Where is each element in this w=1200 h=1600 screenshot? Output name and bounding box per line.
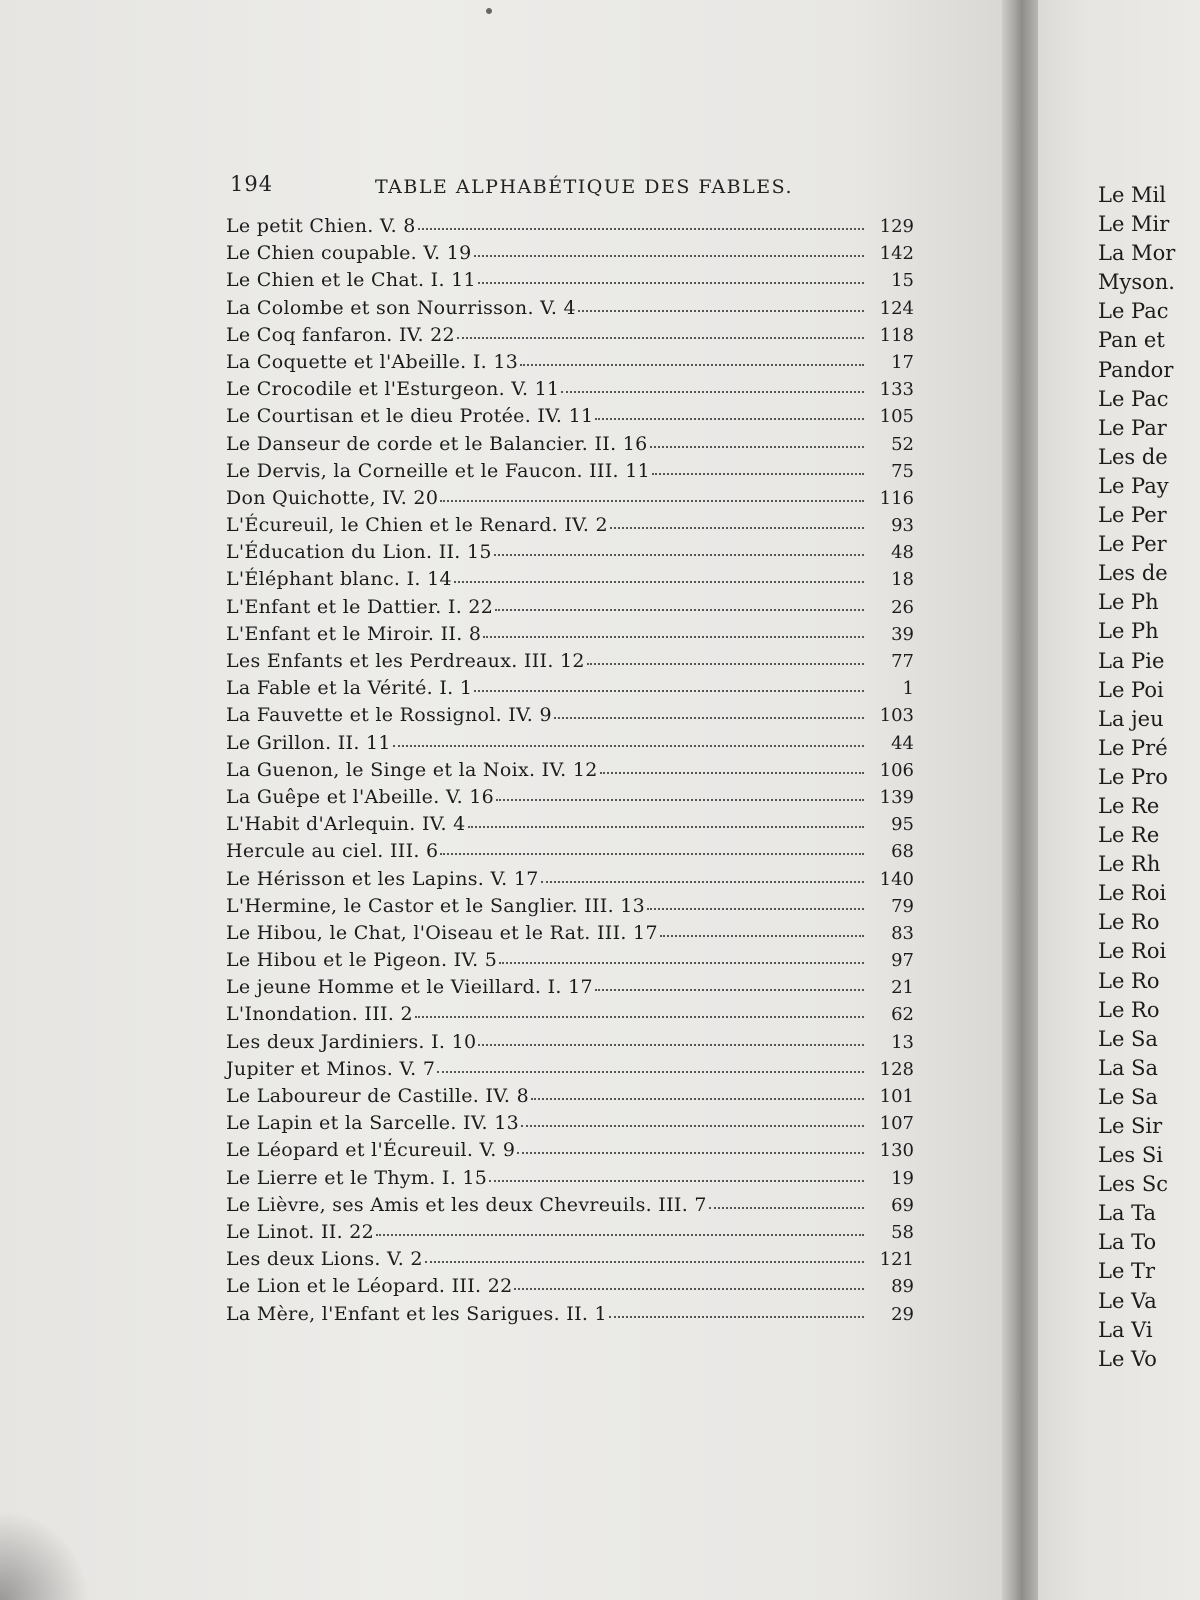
entry-title: Le petit Chien. V. 8 [226,215,416,237]
index-entry [226,786,918,813]
dot-leader [610,526,864,529]
right-page-entry-fragment: Myson. [1098,270,1175,295]
entry-title: L'Inondation. III. 2 [226,1003,413,1026]
entry-title: La Fable et la Vérité. I. 1 [226,677,473,700]
right-page-entry-fragment: Le Par [1098,415,1167,440]
entry-page-number: 101 [879,1086,914,1107]
right-page [1038,0,1200,1600]
entry-page-number: 52 [891,433,914,455]
index-entry [226,405,918,432]
right-page-entry-fragment: Le Sa [1098,1084,1158,1109]
right-page-entry-fragment: Le Re [1098,823,1160,848]
dot-leader [554,716,864,719]
index-entry [226,378,918,405]
index-entry [226,1303,918,1330]
index-entry [226,1031,918,1058]
entry-page-number: 83 [891,922,914,944]
entry-page-number: 1 [902,678,914,700]
book-gutter [1002,0,1038,1600]
index-entry [226,868,918,895]
entry-page-number: 129 [879,216,914,237]
index-entry [226,297,918,324]
right-page-entry-fragment: Le Ro [1098,997,1160,1022]
right-page-entry-fragment: Les de [1098,561,1168,586]
entry-page-number: 133 [879,379,914,401]
right-page-entry-fragment: Le Poi [1098,677,1164,702]
entry-title: L'Éducation du Lion. II. 15 [226,541,492,564]
entry-title: Le Dervis, la Corneille et le Faucon. III. 11 [226,459,651,482]
right-page-entry-fragment: La Vi [1098,1317,1153,1342]
entry-title: Le Lièvre, ses Amis et les deux Chevreuils. III. 7 [226,1193,707,1216]
index-entry [226,976,918,1003]
dot-leader [561,390,864,393]
index-entry [226,269,918,296]
entry-title: Hercule au ciel. III. 6 [226,840,439,863]
right-page-entry-fragment: La Ta [1098,1201,1157,1226]
right-page-entry-fragment: Le Per [1098,532,1167,557]
entry-title: Le Lapin et la Sarcelle. IV. 13 [226,1112,519,1135]
page-header [230,170,920,202]
entry-title: Le Lion et le Léopard. III. 22 [226,1275,513,1298]
right-page-entry-fragment: Le Per [1098,503,1167,528]
index-entry [226,1003,918,1030]
index-entry [226,895,918,922]
entry-page-number: 95 [891,814,914,836]
entry-title: Jupiter et Minos. V. 7 [226,1057,436,1080]
index-entry [226,324,918,351]
dot-leader [440,852,864,855]
index-entry [226,514,918,541]
dot-leader [474,254,865,257]
right-page-entry-fragment: Les Sc [1098,1172,1168,1197]
entry-page-number: 13 [891,1031,914,1053]
entry-title: Le Crocodile et l'Esturgeon. V. 11 [226,378,560,401]
dot-leader [494,553,864,556]
entry-title: L'Habit d'Arlequin. IV. 4 [226,813,466,836]
entry-page-number: 107 [879,1113,914,1135]
right-page-entry-fragment: Le Rh [1098,852,1161,877]
entry-page-number: 17 [891,351,914,373]
entry-title: Le jeune Homme et le Vieillard. I. 17 [226,976,593,999]
entry-page-number: 79 [891,895,914,917]
dot-leader [437,1070,864,1073]
entry-page-number: 140 [879,868,914,890]
entry-page-number: 44 [891,732,914,754]
right-page-entry-fragment: La Pie [1098,648,1165,673]
index-entry [226,1139,918,1166]
index-entry [226,460,918,487]
entry-title: La Fauvette et le Rossignol. IV. 9 [226,704,552,727]
index-entry [226,242,918,269]
entry-page-number: 106 [879,759,914,781]
entry-title: Le Léopard et l'Écureuil. V. 9 [226,1139,516,1162]
dot-leader [517,1151,864,1154]
entry-title: Les Enfants et les Perdreaux. III. 12 [226,650,585,672]
right-page-entry-fragment: Pandor [1098,357,1174,382]
corner-shadow [0,1510,90,1600]
right-page-entry-fragment: Le Tr [1098,1259,1156,1284]
dot-leader [595,988,864,991]
entry-title: Le Linot. II. 22 [226,1220,375,1243]
dot-leader [478,1043,864,1046]
dot-leader [440,499,864,502]
dot-leader [474,689,864,692]
dot-leader [609,1315,864,1318]
running-head: TABLE ALPHABÉTIQUE DES FABLES. [375,176,794,198]
dot-leader [483,635,864,638]
dot-leader [600,771,864,774]
right-page-entry-fragment: Le Ph [1098,619,1159,644]
entry-page-number: 89 [891,1276,914,1298]
entry-page-number: 26 [891,596,914,618]
index-entry [226,840,918,867]
entry-page-number: 58 [891,1221,914,1243]
index-entry [226,732,918,759]
entry-title: L'Hermine, le Castor et le Sanglier. III. 13 [226,894,646,917]
entry-title: Le Coq fanfaron. IV. 22 [226,323,455,346]
index-entry [226,1275,918,1302]
index-entry [226,433,918,460]
index-entry [226,1058,918,1085]
entry-page-number: 21 [891,977,914,999]
entry-title: Le Courtisan et le dieu Protée. IV. 11 [226,405,594,428]
right-page-entry-fragment: Le Ro [1098,968,1160,993]
right-page-entry-fragment: Le Ro [1098,910,1160,935]
entry-title: Le Hibou, le Chat, l'Oiseau et le Rat. III. 17 [226,921,658,944]
entry-page-number: 128 [879,1058,914,1080]
right-page-entry-fragment: Le Mil [1098,183,1166,207]
entry-title: La Guenon, le Singe et la Noix. IV. 12 [226,758,598,781]
entry-title: Le Grillon. II. 11 [226,731,391,754]
entry-page-number: 77 [891,651,914,672]
entry-title: Le Lierre et le Thym. I. 15 [226,1166,488,1189]
right-page-entry-fragment: Le Ph [1098,590,1159,615]
dot-leader [652,472,864,475]
index-entry [226,1221,918,1248]
right-page-entry-fragment: La To [1098,1230,1157,1255]
dot-leader [425,1260,864,1263]
entry-page-number: 139 [879,786,914,808]
index-entry [226,1112,918,1139]
right-page-entry-fragment: Le Sir [1098,1114,1163,1138]
entry-page-number: 121 [879,1249,914,1271]
right-page-entry-fragment: La jeu [1098,706,1164,731]
entry-title: Le Chien coupable. V. 19 [226,242,472,265]
right-page-entry-fragment: Les de [1098,444,1168,469]
right-page-entry-fragment: Le Pac [1098,386,1169,411]
dot-leader [478,281,864,284]
index-entry [226,759,918,786]
right-page-entry-fragment: Les Si [1098,1143,1163,1168]
index-entry [226,215,918,242]
index-entry [226,704,918,731]
dot-leader [415,1015,864,1018]
index-entry [226,922,918,949]
entry-page-number: 97 [891,950,914,972]
right-page-entry-fragment: Le Pay [1098,473,1169,498]
entry-page-number: 69 [891,1194,914,1216]
index-entry [226,623,918,650]
dot-leader [578,309,864,312]
right-page-entry-fragment: Le Pac [1098,299,1169,324]
entry-page-number: 105 [879,406,914,428]
index-entry [226,1085,918,1112]
right-page-index-list [1098,183,1175,1376]
entry-title: La Coquette et l'Abeille. I. 13 [226,350,519,373]
right-page-entry-fragment: Pan et [1098,328,1165,353]
fable-index-list [226,215,918,1330]
index-entry [226,813,918,840]
entry-page-number: 118 [879,324,914,346]
entry-page-number: 124 [879,297,914,319]
entry-page-number: 18 [891,569,914,591]
right-page-entry-fragment: Le Pro [1098,764,1168,789]
right-page-entry-fragment: Le Roi [1098,939,1167,964]
entry-page-number: 103 [879,705,914,727]
entry-page-number: 15 [891,270,914,292]
dot-leader [496,798,864,801]
right-page-entry-fragment: Le Va [1098,1288,1157,1313]
dot-leader [393,744,864,747]
dot-leader [595,417,864,420]
dot-leader [541,880,864,883]
right-page-entry-fragment: La Mor [1098,241,1176,266]
entry-title: Le Chien et le Chat. I. 11 [226,269,476,292]
entry-title: Don Quichotte, IV. 20 [226,486,439,509]
dot-leader [709,1206,864,1209]
entry-page-number: 39 [891,623,914,645]
right-page-entry-fragment: Le Sa [1098,1026,1158,1051]
entry-page-number: 62 [891,1004,914,1026]
dot-leader [499,961,864,964]
index-entry [226,487,918,514]
entry-page-number: 130 [879,1140,914,1162]
index-entry [226,1248,918,1275]
entry-page-number: 48 [891,542,914,564]
index-entry [226,1167,918,1194]
entry-page-number: 75 [891,460,914,482]
entry-title: Le Hibou et le Pigeon. IV. 5 [226,949,498,972]
entry-title: L'Enfant et le Dattier. I. 22 [226,595,494,618]
entry-title: La Mère, l'Enfant et les Sarigues. II. 1 [226,1302,607,1325]
dot-leader [457,336,864,339]
dot-leader [514,1287,864,1290]
entry-title: Les deux Lions. V. 2 [226,1248,423,1271]
entry-page-number: 116 [879,487,914,509]
entry-page-number: 93 [891,515,914,537]
index-entry [226,541,918,568]
entry-title: Le Hérisson et les Lapins. V. 17 [226,867,539,890]
ink-spot [486,8,492,14]
dot-leader [495,608,864,611]
dot-leader [660,934,864,937]
dot-leader [454,580,864,583]
entry-title: La Guêpe et l'Abeille. V. 16 [226,785,495,808]
entry-page-number: 19 [891,1167,914,1189]
dot-leader [521,1124,864,1127]
entry-title: L'Enfant et le Miroir. II. 8 [226,622,482,645]
index-entry [226,949,918,976]
entry-title: Les deux Jardiniers. I. 10 [226,1030,477,1053]
index-entry [226,568,918,595]
right-page-entry-fragment: Le Roi [1098,881,1167,906]
right-page-entry-fragment: Le Vo [1098,1346,1157,1371]
page-number: 194 [230,172,274,196]
entry-title: Le Danseur de corde et le Balancier. II. 16 [226,432,648,455]
entry-title: L'Écureuil, le Chien et le Renard. IV. 2 [226,514,608,537]
entry-page-number: 29 [891,1303,914,1325]
dot-leader [489,1179,864,1182]
dot-leader [650,445,864,448]
dot-leader [647,907,864,910]
dot-leader [376,1233,864,1236]
index-entry [226,596,918,623]
entry-title: La Colombe et son Nourrisson. V. 4 [226,296,576,319]
dot-leader [418,227,864,230]
index-entry [226,351,918,378]
right-page-entry-fragment: La Sa [1098,1055,1159,1080]
index-entry [226,677,918,704]
entry-title: Le Laboureur de Castille. IV. 8 [226,1085,529,1107]
right-page-entry-fragment: Le Pré [1098,735,1168,760]
entry-title: L'Éléphant blanc. I. 14 [226,568,452,591]
right-page-entry-fragment: Le Mir [1098,212,1170,237]
right-page-entry-fragment: Le Re [1098,793,1160,818]
entry-page-number: 142 [879,243,914,265]
index-entry [226,1194,918,1221]
dot-leader [587,662,864,665]
entry-page-number: 68 [891,841,914,863]
dot-leader [520,363,864,366]
dot-leader [468,825,864,828]
index-entry [226,650,918,677]
dot-leader [531,1097,864,1100]
